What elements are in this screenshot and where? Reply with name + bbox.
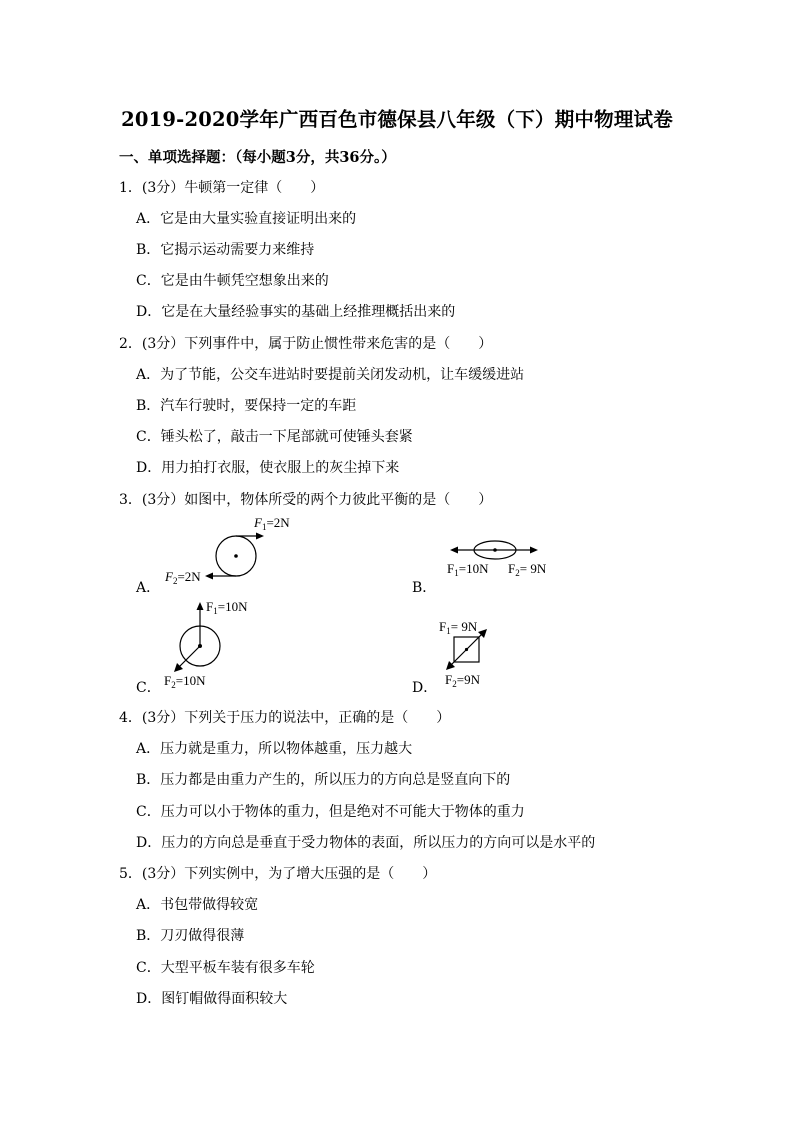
- question-1-option-b: B．它揭示运动需要力来维持: [136, 242, 315, 258]
- question-2-stem: 2．(3分）下列事件中，属于防止惯性带来危害的是（ ）: [119, 336, 493, 352]
- question-3-stem: 3．(3分）如图中，物体所受的两个力彼此平衡的是（ ）: [119, 492, 493, 508]
- question-1-stem: 1．(3分）牛顿第一定律（ ）: [119, 180, 325, 196]
- svg-text:F1= 9N: $F_1= 9N$: [439, 619, 478, 636]
- question-2-option-b: B．汽车行驶时，要保持一定的车距: [136, 398, 357, 414]
- figure-c-diagram: [150, 596, 270, 692]
- svg-text:F2=10N: $F_2=10N$: [164, 673, 206, 690]
- figure-d-label: D．: [412, 680, 438, 696]
- figure-b-diagram: [440, 535, 570, 580]
- svg-text:F1=10N: $F_1=10N$: [447, 561, 489, 578]
- question-4-stem: 4．(3分）下列关于压力的说法中，正确的是（ ）: [119, 710, 451, 726]
- question-2-option-a: A．为了节能，公交车进站时要提前关闭发动机，让车缓缓进站: [136, 367, 525, 383]
- question-1-option-d: D．它是在大量经验事实的基础上经推理概括出来的: [136, 304, 456, 320]
- figure-d-diagram: [430, 616, 540, 692]
- question-5-option-a: A．书包带做得较宽: [136, 897, 259, 913]
- figure-a-label: A．: [136, 580, 161, 596]
- question-2-option-c: C．锤头松了，敲击一下尾部就可使锤头套紧: [136, 429, 413, 445]
- figure-c-label: C．: [136, 680, 161, 696]
- question-4-option-c: C．压力可以小于物体的重力，但是绝对不可能大于物体的重力: [136, 804, 525, 820]
- svg-text:F2=2N: $F_2=2N$: [165, 569, 201, 586]
- question-5-option-c: C．大型平板车装有很多车轮: [136, 960, 315, 976]
- question-2-option-d: D．用力拍打衣服，使衣服上的灰尘掉下来: [136, 460, 400, 476]
- page-title: 2019-2020学年广西百色市德保县八年级（下）期中物理试卷: [121, 108, 673, 131]
- question-1-option-c: C．它是由牛顿凭空想象出来的: [136, 273, 329, 289]
- svg-text:F2= 9N: $F_2= 9N$: [508, 561, 547, 578]
- svg-text:F1=2N: $F_1=2N$: [254, 515, 290, 532]
- question-4-option-d: D．压力的方向总是垂直于受力物体的表面，所以压力的方向可以是水平的: [136, 835, 596, 851]
- svg-text:F2=9N: $F_2=9N$: [445, 672, 480, 689]
- section-heading: 一、单项选择题：（每小题3分，共36分。）: [119, 149, 396, 166]
- figure-b-label: B．: [412, 580, 437, 596]
- question-1-option-a: A．它是由大量实验直接证明出来的: [136, 211, 357, 227]
- question-5-option-d: D．图钉帽做得面积较大: [136, 991, 288, 1007]
- figure-a-diagram: [150, 512, 290, 594]
- question-4-option-b: B．压力都是由重力产生的，所以压力的方向总是竖直向下的: [136, 772, 511, 788]
- svg-text:F1=10N: $F_1=10N$: [206, 599, 248, 616]
- question-5-stem: 5．(3分）下列实例中，为了增大压强的是（ ）: [119, 866, 437, 882]
- question-4-option-a: A．压力就是重力，所以物体越重，压力越大: [136, 741, 413, 757]
- question-5-option-b: B．刀刃做得很薄: [136, 928, 245, 944]
